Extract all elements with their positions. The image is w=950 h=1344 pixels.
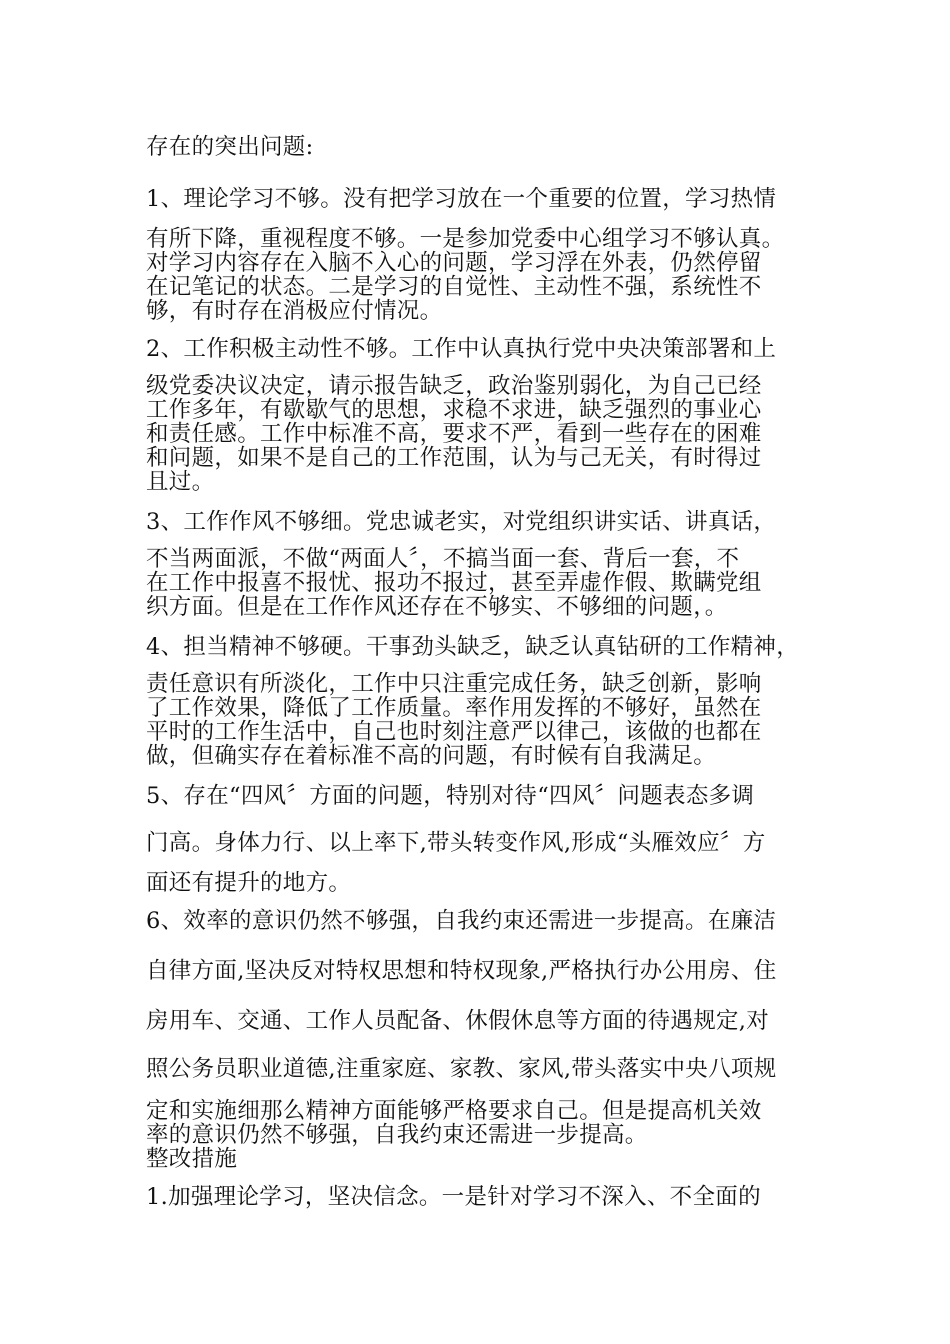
paragraph-2-line-1: 2、工作积极主动性不够。工作中认真执行党中央决策部署和上 [146, 336, 777, 362]
paragraph-6-line-5: 定和实施细那么精神方面能够严格要求自己。但是提高机关效 [146, 1098, 762, 1124]
paragraph-2-line-3: 工作多年，有歇歇气的思想，求稳不求进，缺乏强烈的事业心 [146, 397, 762, 423]
paragraph-1-line-3: 对学习内容存在入脑不入心的问题，学习浮在外表，仍然停留 [146, 250, 762, 276]
paragraph-6-line-1: 6、效率的意识仍然不够强，自我约束还需进一步提高。在廉洁 [146, 908, 777, 934]
paragraph-2-line-6: 且过。 [146, 469, 215, 495]
paragraph-3-line-4: 织方面。但是在工作作风还存在不够实、不够细的问题，。 [146, 594, 728, 620]
paragraph-2-line-2: 级党委决议决定，请示报告缺乏，政治鉴别弱化，为自己已经 [146, 373, 762, 399]
paragraph-1-line-5: 够，有时存在消极应付情况。 [146, 298, 443, 324]
section-heading-measures: 整改措施 [146, 1146, 238, 1172]
paragraph-6-line-6: 率的意识仍然不够强，自我约束还需进一步提高。 [146, 1122, 648, 1148]
paragraph-1-line-1: 1、理论学习不够。没有把学习放在一个重要的位置，学习热情 [146, 186, 777, 212]
paragraph-4-line-5: 做，但确实存在着标准不高的问题，有时候有自我满足。 [146, 743, 717, 769]
paragraph-3-line-2: 不当两面派，不做“两面人〞，不搞当面一套、背后一套，不 [146, 546, 740, 572]
paragraph-5-line-3: 面还有提升的地方。 [146, 870, 352, 896]
paragraph-1-line-2: 有所下降，重视程度不够。一是参加党委中心组学习不够认真。 [146, 226, 785, 252]
paragraph-1-line-4: 在记笔记的状态。二是学习的自觉性、主动性不强，系统性不 [146, 274, 762, 300]
paragraph-4-line-3: 了工作效果，降低了工作质量。率作用发挥的不够好，虽然在 [146, 695, 762, 721]
paragraph-5-line-2: 门高。身体力行、以上率下,带头转变作风,形成“头雁效应〞方 [146, 830, 766, 856]
paragraph-4-line-1: 4、担当精神不够硬。干事劲头缺乏，缺乏认真钻研的工作精神， [146, 634, 800, 660]
section-heading-problems: 存在的突出问题: [146, 134, 314, 160]
paragraph-3-line-3: 在工作中报喜不报忧、报功不报过，甚至弄虚作假、欺瞒党组 [146, 570, 762, 596]
paragraph-3-line-1: 3、工作作风不够细。党忠诚老实，对党组织讲实话、讲真话， [146, 509, 777, 535]
paragraph-6-line-3: 房用车、交通、工作人员配备、休假休息等方面的待遇规定,对 [146, 1008, 770, 1034]
paragraph-4-line-2: 责任意识有所淡化，工作中只注重完成任务，缺乏创新，影响 [146, 671, 762, 697]
paragraph-6-line-4: 照公务员职业道德,注重家庭、家教、家风,带头落实中央八项规 [146, 1056, 777, 1082]
paragraph-2-line-5: 和问题，如果不是自己的工作范围，认为与己无关，有时得过 [146, 445, 762, 471]
paragraph-2-line-4: 和责任感。工作中标准不高，要求不严，看到一些存在的困难 [146, 421, 762, 447]
paragraph-6-line-2: 自律方面,坚决反对特权思想和特权现象,严格执行办公用房、住 [146, 958, 777, 984]
measures-paragraph-1-line-1: 1.加强理论学习，坚决信念。一是针对学习不深入、不全面的 [146, 1184, 761, 1210]
paragraph-4-line-4: 平时的工作生活中，自己也时刻注意严以律己，该做的也都在 [146, 719, 762, 745]
paragraph-5-line-1: 5、存在“四风〞方面的问题，特别对待“四风〞问题表态多调 [146, 783, 755, 809]
